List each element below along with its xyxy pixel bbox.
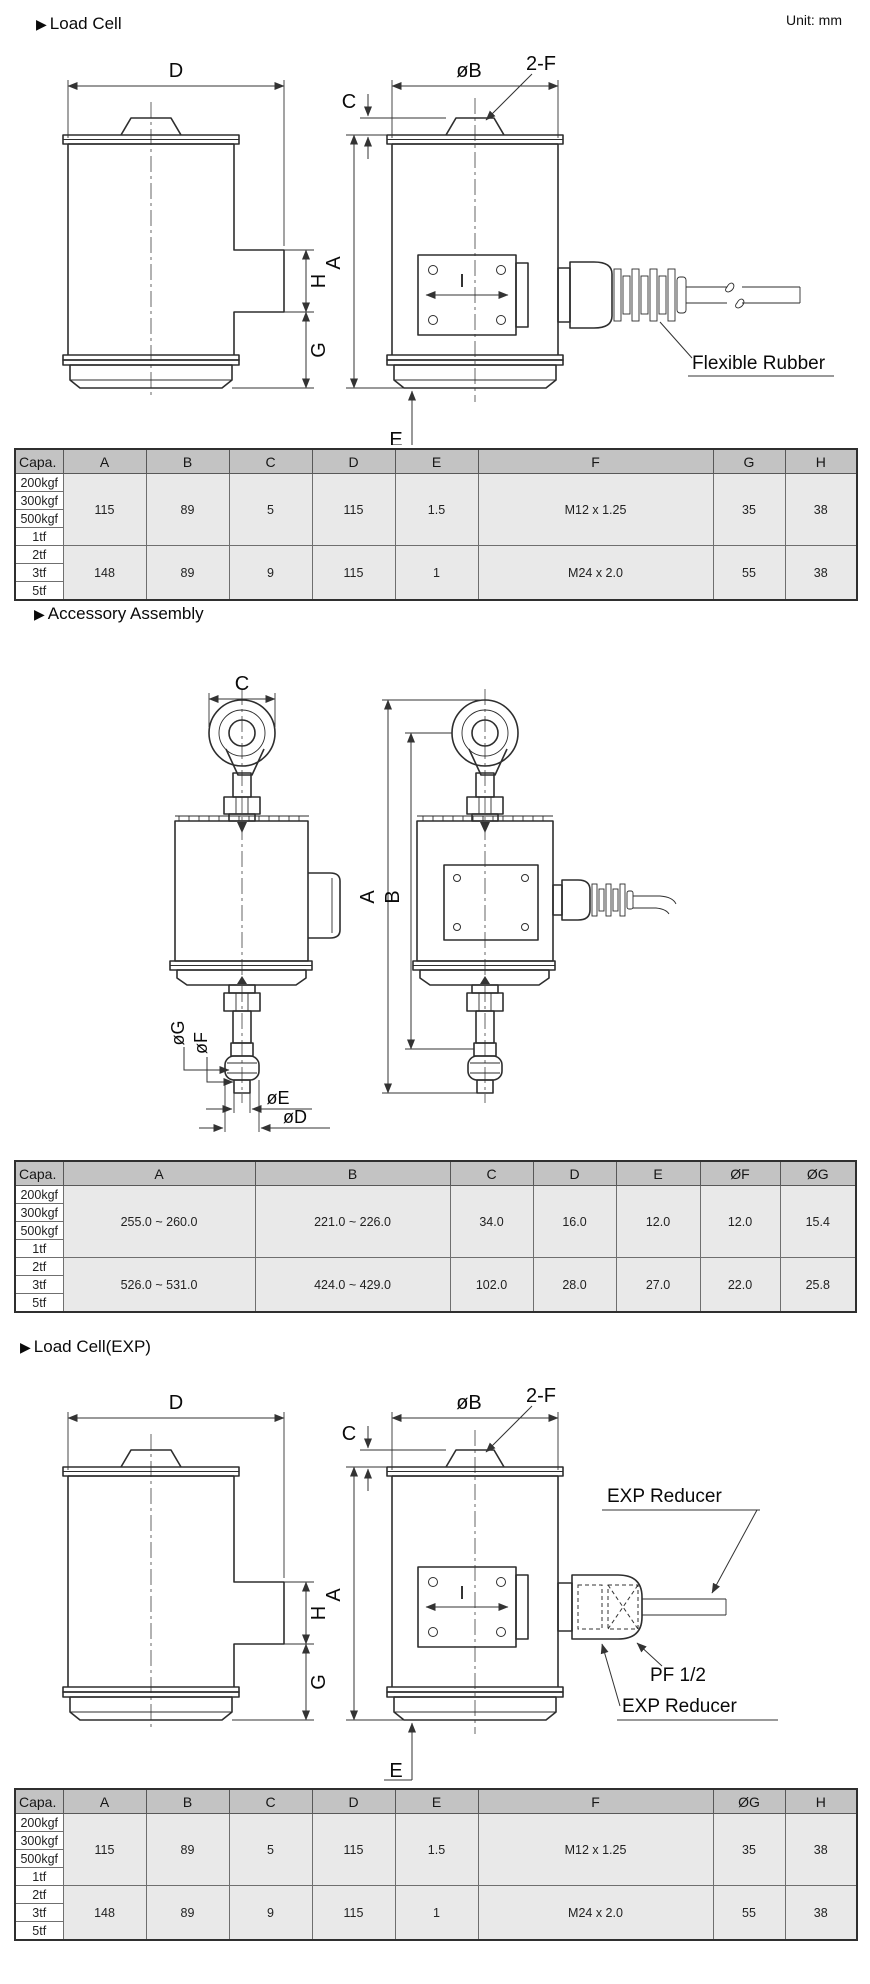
load-cell-exp-side-view xyxy=(63,1392,330,1730)
value-cell: 22.0 xyxy=(700,1258,780,1313)
table-row xyxy=(15,474,857,492)
value-cell: 28.0 xyxy=(533,1258,616,1313)
capacity-cell: 1tf xyxy=(15,528,63,546)
col-header-e: E xyxy=(395,449,478,474)
triangle-marker-icon: ▶ xyxy=(34,606,45,622)
capacity-cell: 2tf xyxy=(15,1258,63,1276)
col-header-b: B xyxy=(255,1161,450,1186)
col-header-c: C xyxy=(229,1789,312,1814)
col-header-a: A xyxy=(63,1161,255,1186)
capacity-cell: 5tf xyxy=(15,582,63,601)
col-header-g: ØG xyxy=(713,1789,785,1814)
triangle-marker-icon: ▶ xyxy=(20,1339,31,1355)
capacity-cell: 500kgf xyxy=(15,510,63,528)
accessory-assembly-drawing xyxy=(0,645,870,1150)
dim-label-od: øD xyxy=(283,1107,307,1127)
value-cell: 424.0 ~ 429.0 xyxy=(255,1258,450,1313)
dim-label-2f: 2-F xyxy=(526,1385,556,1407)
dim-label-g: G xyxy=(308,342,330,358)
capacity-cell: 200kgf xyxy=(15,1186,63,1204)
value-cell: 89 xyxy=(146,546,229,601)
value-cell: 38 xyxy=(785,1886,857,1941)
col-header-e: E xyxy=(395,1789,478,1814)
load-cell-exp-drawing xyxy=(0,1382,870,1782)
col-header-capa: Capa. xyxy=(15,449,63,474)
dim-label-ob: øB xyxy=(456,1392,482,1414)
section-title-load-cell: ▶ Load Cell xyxy=(36,14,122,33)
callout-flexible-rubber: Flexible Rubber xyxy=(692,353,826,374)
load-cell-dimension-table xyxy=(14,448,856,601)
dim-label-d: D xyxy=(168,60,184,82)
capacity-cell: 2tf xyxy=(15,546,63,564)
value-cell: 38 xyxy=(785,474,857,546)
header-row xyxy=(15,1789,857,1814)
col-header-capa: Capa. xyxy=(15,1789,63,1814)
dim-label-g: G xyxy=(308,1674,330,1690)
value-cell: 1.5 xyxy=(395,1814,478,1886)
value-cell: 115 xyxy=(312,1814,395,1886)
capacity-cell: 200kgf xyxy=(15,1814,63,1832)
dim-label-oe: øE xyxy=(266,1088,290,1108)
capacity-cell: 300kgf xyxy=(15,1204,63,1222)
value-cell: 526.0 ~ 531.0 xyxy=(63,1258,255,1313)
value-cell: 35 xyxy=(713,474,785,546)
col-header-capa: Capa. xyxy=(15,1161,63,1186)
col-header-h: H xyxy=(785,449,857,474)
unit-label: Unit: mm xyxy=(786,12,842,28)
cable-gland-flexible-rubber xyxy=(558,262,800,328)
value-cell: 5 xyxy=(229,474,312,546)
value-cell: 9 xyxy=(229,1886,312,1941)
col-header-b: B xyxy=(146,1789,229,1814)
capacity-cell: 3tf xyxy=(15,1904,63,1922)
dim-label-ob: øB xyxy=(456,60,482,82)
header-row xyxy=(15,1161,856,1186)
callout-exp-reducer-bottom: EXP Reducer xyxy=(622,1696,737,1717)
dim-label-c: C xyxy=(234,673,250,695)
col-header-e: E xyxy=(616,1161,700,1186)
section-title-load-cell-exp: ▶ Load Cell(EXP) xyxy=(20,1337,151,1356)
value-cell: 115 xyxy=(312,1886,395,1941)
col-header-b: B xyxy=(146,449,229,474)
dim-label-c: C xyxy=(341,1423,357,1445)
capacity-cell: 300kgf xyxy=(15,492,63,510)
value-cell: 115 xyxy=(63,1814,146,1886)
value-cell: M24 x 2.0 xyxy=(478,1886,713,1941)
value-cell: 89 xyxy=(146,474,229,546)
dimension-table xyxy=(14,448,858,601)
value-cell: 16.0 xyxy=(533,1186,616,1258)
value-cell: 115 xyxy=(312,546,395,601)
accessory-side-view xyxy=(168,673,340,1132)
capacity-cell: 3tf xyxy=(15,564,63,582)
col-header-d: D xyxy=(533,1161,616,1186)
value-cell: 55 xyxy=(713,1886,785,1941)
col-header-c: C xyxy=(229,449,312,474)
dim-label-b: B xyxy=(382,890,404,904)
dim-label-a: A xyxy=(357,890,379,904)
col-header-h: H xyxy=(785,1789,857,1814)
dimension-table xyxy=(14,1160,857,1313)
value-cell: 1 xyxy=(395,546,478,601)
value-cell: 55 xyxy=(713,546,785,601)
col-header-g: G xyxy=(713,449,785,474)
load-cell-exp-front-view xyxy=(323,1385,778,1782)
load-cell-exp-dimension-table xyxy=(14,1788,856,1941)
col-header-f: ØF xyxy=(700,1161,780,1186)
col-header-d: D xyxy=(312,1789,395,1814)
value-cell: 255.0 ~ 260.0 xyxy=(63,1186,255,1258)
capacity-cell: 500kgf xyxy=(15,1222,63,1240)
dim-label-d: D xyxy=(168,1392,184,1414)
dim-label-e: E xyxy=(389,429,403,445)
value-cell: 115 xyxy=(63,474,146,546)
value-cell: M24 x 2.0 xyxy=(478,546,713,601)
value-cell: 89 xyxy=(146,1886,229,1941)
load-cell-side-view xyxy=(63,60,330,398)
table-row xyxy=(15,1186,856,1204)
table-row xyxy=(15,1814,857,1832)
value-cell: 15.4 xyxy=(780,1186,856,1258)
value-cell: 1 xyxy=(395,1886,478,1941)
callout-pf-half: PF 1/2 xyxy=(650,1665,706,1686)
value-cell: M12 x 1.25 xyxy=(478,474,713,546)
table-row xyxy=(15,1258,856,1276)
capacity-cell: 1tf xyxy=(15,1868,63,1886)
capacity-cell: 3tf xyxy=(15,1276,63,1294)
dim-label-h: H xyxy=(308,273,330,289)
value-cell: 12.0 xyxy=(616,1186,700,1258)
section-title-accessory-assembly: ▶ Accessory Assembly xyxy=(34,604,204,623)
accessory-dimension-table xyxy=(14,1160,856,1313)
value-cell: 89 xyxy=(146,1814,229,1886)
dim-label-a: A xyxy=(323,256,345,270)
capacity-cell: 2tf xyxy=(15,1886,63,1904)
capacity-cell: 5tf xyxy=(15,1922,63,1941)
col-header-f: F xyxy=(478,1789,713,1814)
value-cell: 25.8 xyxy=(780,1258,856,1313)
dim-label-og: øG xyxy=(168,1020,188,1046)
dim-label-h: H xyxy=(308,1605,330,1621)
value-cell: 102.0 xyxy=(450,1258,533,1313)
header-row xyxy=(15,449,857,474)
dim-label-a: A xyxy=(323,1588,345,1602)
col-header-a: A xyxy=(63,449,146,474)
value-cell: 148 xyxy=(63,546,146,601)
value-cell: 27.0 xyxy=(616,1258,700,1313)
accessory-front-view xyxy=(357,689,676,1103)
dim-label-of: øF xyxy=(191,1032,211,1054)
value-cell: 5 xyxy=(229,1814,312,1886)
value-cell: 1.5 xyxy=(395,474,478,546)
capacity-cell: 500kgf xyxy=(15,1850,63,1868)
value-cell: 221.0 ~ 226.0 xyxy=(255,1186,450,1258)
value-cell: 38 xyxy=(785,546,857,601)
dim-label-c: C xyxy=(341,91,357,113)
dim-label-i: I xyxy=(459,271,465,291)
col-header-c: C xyxy=(450,1161,533,1186)
value-cell: M12 x 1.25 xyxy=(478,1814,713,1886)
table-row xyxy=(15,546,857,564)
value-cell: 38 xyxy=(785,1814,857,1886)
col-header-g: ØG xyxy=(780,1161,856,1186)
col-header-f: F xyxy=(478,449,713,474)
value-cell: 12.0 xyxy=(700,1186,780,1258)
value-cell: 115 xyxy=(312,474,395,546)
dim-label-2f: 2-F xyxy=(526,53,556,75)
capacity-cell: 1tf xyxy=(15,1240,63,1258)
value-cell: 35 xyxy=(713,1814,785,1886)
col-header-d: D xyxy=(312,449,395,474)
dimension-table xyxy=(14,1788,858,1941)
load-cell-front-view xyxy=(323,53,834,445)
table-row xyxy=(15,1886,857,1904)
capacity-cell: 5tf xyxy=(15,1294,63,1313)
capacity-cell: 300kgf xyxy=(15,1832,63,1850)
triangle-marker-icon: ▶ xyxy=(36,16,47,32)
dim-label-i: I xyxy=(459,1583,465,1603)
callout-exp-reducer-top: EXP Reducer xyxy=(607,1486,722,1507)
value-cell: 9 xyxy=(229,546,312,601)
value-cell: 148 xyxy=(63,1886,146,1941)
exp-reducer-fitting xyxy=(558,1575,726,1639)
load-cell-drawing xyxy=(0,50,870,445)
col-header-a: A xyxy=(63,1789,146,1814)
dim-label-e: E xyxy=(389,1760,403,1782)
value-cell: 34.0 xyxy=(450,1186,533,1258)
capacity-cell: 200kgf xyxy=(15,474,63,492)
